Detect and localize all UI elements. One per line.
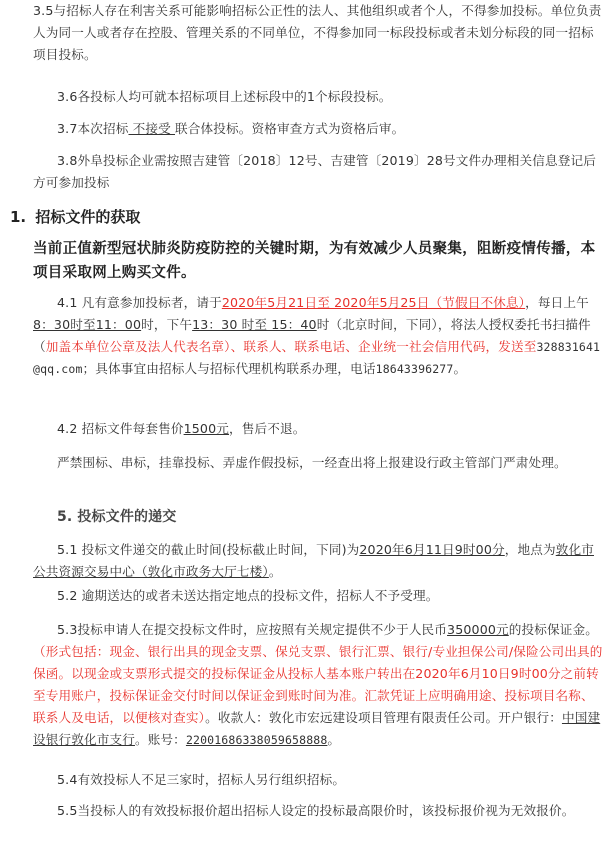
afternoon-hours: 13：30 时至 15：40 <box>192 317 317 332</box>
section-4-number: 1. <box>10 208 27 226</box>
clause-5-3-e: 。 <box>327 732 341 747</box>
section-4-title: 招标文件的获取 <box>35 208 141 226</box>
clause-5-1-c: 。 <box>268 564 282 579</box>
bid-bond-amount: 350000元 <box>447 622 509 637</box>
bank-name: 中国建设银行敦化市支行 <box>33 710 601 747</box>
required-materials: 加盖本单位公章及法人代表名章）、联系人、联系电话、企业统一社会信用代码，发送至 <box>45 339 537 354</box>
clause-5-5 <box>33 800 603 822</box>
clause-3-6 <box>33 86 603 108</box>
clause-3-7-post: 联合体投标。资格审查方式为资格后审。 <box>175 121 405 136</box>
clause-4-1-d: 时（北京时间，下同），将法人授权委托书扫描件（ <box>33 317 591 354</box>
section-4-heading <box>10 206 140 227</box>
clause-4-1-c: 时，下午 <box>141 317 193 332</box>
document-price: 1500元 <box>183 421 229 436</box>
clause-3-7-underlined: 不接受 <box>128 121 176 136</box>
clause-4-2-b: ，售后不退。 <box>229 421 306 436</box>
clause-5-3-c: 。收款人：敦化市宏远建设项目管理有限责任公司。开户银行： <box>205 710 562 725</box>
bid-bond-forms: （形式包括：现金、银行出具的现金支票、保兑支票、银行汇票、银行/专业担保公司/保险公司出具的保函。以现金或支票形式提交的投标保证金从投标人基本账户转出在2020年6月10日9时00分之前转至专用账户，投标保证金交付时间以保证金到账时间为准。汇款凭证上应明确用途、投标项目名称、联系人及电话，以便核对查实） <box>33 644 603 725</box>
clause-4-1-a: 4.1 凡有意参加投标者，请于 <box>57 295 222 310</box>
contact-email[interactable]: 328831641@qq.com <box>33 340 601 376</box>
clause-4-1-e: ；具体事宜由招标人与招标代理机构联系办理，电话 <box>82 361 376 376</box>
clause-5-4-text: 5.4有效投标人不足三家时，招标人另行组织招标。 <box>57 772 346 787</box>
clause-3-7 <box>33 118 603 140</box>
clause-4-2 <box>33 418 603 440</box>
bank-account: 22001686338059658888 <box>185 733 328 747</box>
morning-hours: 8：30时至11：00 <box>33 317 142 332</box>
clause-5-3-a: 5.3投标申请人在提交投标文件时，应按照有关规定提供不少于人民币 <box>57 622 448 637</box>
clause-4-1-b: ，每日上午 <box>525 295 589 310</box>
clause-3-6-text: 3.6各投标人均可就本招标项目上述标段中的1个标段投标。 <box>57 89 392 104</box>
section-5-heading <box>57 506 603 528</box>
clause-5-3-d: 。账号： <box>134 732 186 747</box>
clause-4-1-f: 。 <box>453 361 467 376</box>
clause-4-1 <box>33 292 603 380</box>
clause-3-8-text: 3.8外阜投标企业需按照吉建管〔2018〕12号、吉建管〔2019〕28号文件办理相关信息登记后方可参加投标 <box>33 153 596 190</box>
contact-phone: 18643396277 <box>375 362 454 376</box>
clause-5-4 <box>33 769 603 791</box>
section-5-title: 5. 投标文件的递交 <box>57 509 177 525</box>
clause-5-3 <box>33 619 603 751</box>
clause-5-5-text: 5.5当投标人的有效投标报价超出招标人设定的投标最高限价时，该投标报价视为无效报价。 <box>57 803 575 818</box>
clause-3-5-text: 3.5与招标人存在利害关系可能影响招标公正性的法人、其他组织或者个人，不得参加投标。单位负责人为同一人或者存在控股、管理关系的不同单位，不得参加同一标段投标或者未划分标段的同一招标项目投标。 <box>33 3 602 62</box>
anti-collusion-notice <box>33 452 603 474</box>
clause-5-2 <box>33 585 603 607</box>
clause-5-1 <box>33 539 603 583</box>
clause-3-7-pre: 3.7本次招标 <box>57 121 129 136</box>
submission-deadline: 2020年6月11日9时00分 <box>359 542 505 557</box>
clause-5-3-b: 的投标保证金。 <box>508 622 598 637</box>
clause-4-2-a: 4.2 招标文件每套售价 <box>57 421 184 436</box>
submission-place: 敦化市公共资源交易中心（敦化市政务大厅七楼） <box>33 542 594 579</box>
anti-collusion-text: 严禁围标、串标，挂靠投标、弄虚作假投标，一经查出将上报建设行政主管部门严肃处理。 <box>57 455 567 470</box>
clause-3-8 <box>33 150 603 194</box>
sale-dates: 2020年5月21日至 2020年5月25日（节假日不休息） <box>221 295 526 310</box>
clause-3-5 <box>33 0 603 66</box>
clause-5-2-text: 5.2 逾期送达的或者未送达指定地点的投标文件，招标人不予受理。 <box>57 588 439 603</box>
clause-5-1-b: ，地点为 <box>504 542 556 557</box>
clause-5-1-a: 5.1 投标文件递交的截止时间(投标截止时间，下同)为 <box>57 542 360 557</box>
covid-notice <box>33 237 603 285</box>
covid-notice-text: 当前正值新型冠状肺炎防疫防控的关键时期，为有效减少人员聚集，阻断疫情传播，本项目采取网上购买文件。 <box>33 241 596 281</box>
